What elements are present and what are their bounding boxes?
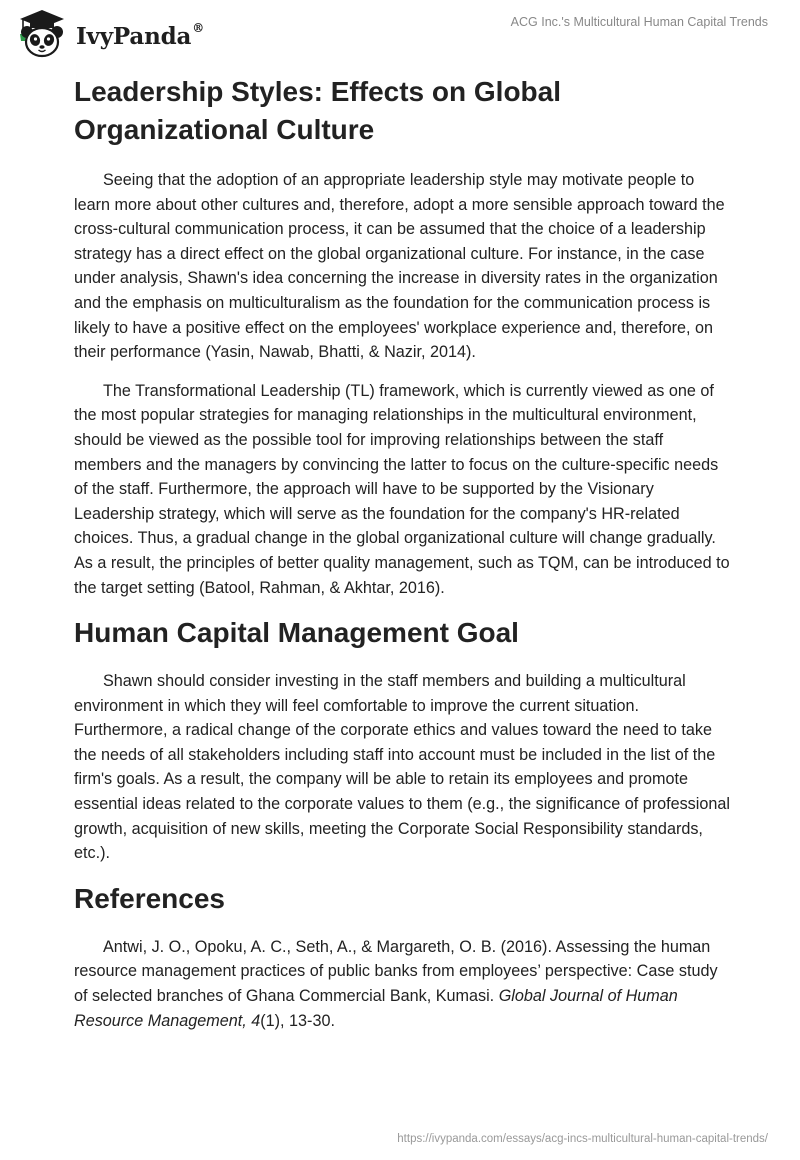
paragraph: Seeing that the adoption of an appropriate leadership style may motivate people to learn more about other cultures and, therefore, adopt a more sensible approach toward the cross-cultural communication process, it can be assumed that the choice of a leadership strategy has a direct effect on the global organizational culture. For instance, in the case under analysis, Shawn's idea concerning the increase in diversity rates in the organization and the emphasis on multiculturalism as the foundation for the communication process is likely to have a positive effect on the employees' workplace experience and, therefore, on their performance (Yasin, Nawab, Bhatti, & Nazir, 2014). [74,171,725,362]
logo-wordmark: IvyPanda® [76,20,204,50]
panda-graduate-icon [14,8,70,60]
reference-entry [74,935,730,1033]
paragraph: The Transformational Leadership (TL) framework, which is currently viewed as one of the most popular strategies for managing relationships in the multicultural environment, should be viewed as the possible tool for improving relationships between the staff members and the managers by convincing the latter to focus on the culture-specific needs of the staff. Furthermore, the approach will have to be supported by the Visionary Leadership strategy, which will serve as the foundation for the company's HR-related choices. Thus, a gradual change in the global organizational culture will change gradually. As a result, the principles of better quality management, such as TQM, can be introduced to the target setting (Batool, Rahman, & Akhtar, 2016). [74,381,730,597]
reference-issue-pages: (1), 13-30. [260,1011,335,1030]
reference-text: Antwi, J. O., Opoku, A. C., Seth, A., & Margareth, O. B. (2016). Assessing the human resource management practices of public banks from employees’ perspective: Case study of selected branches of Ghana Commercial Bank, Kumasi. [74,937,718,1006]
ivypanda-logo[interactable] [14,8,204,60]
section-heading-leadership-styles: Leadership Styles: Effects on Global Organizational Culture [74,76,562,145]
page-header [0,0,800,70]
section-heading-references: References [74,882,225,914]
reference-journal: Global Journal of Human Resource Management, 4 [74,987,678,1030]
section-heading-human-capital-goal: Human Capital Management Goal [74,617,519,649]
paragraph: Shawn should consider investing in the staff members and building a multicultural environment in which they will feel comfortable to improve the current situation. Furthermore, a radical change of the corporate ethics and values toward the need to take the needs of all stakeholders including staff into account must be included in the list of the firm's goals. As a result, the company will be able to retain its employees and promote essential ideas related to the corporate values to them (e.g., the significance of professional growth, acquisition of new skills, meeting the Corporate Social Responsibility standards, etc.). [74,672,730,863]
source-url[interactable]: https://ivypanda.com/essays/acg-incs-multicultural-human-capital-trends/ [397,1133,768,1145]
essay-body [74,70,730,1033]
document-title: ACG Inc.'s Multicultural Human Capital Trends [510,15,768,29]
